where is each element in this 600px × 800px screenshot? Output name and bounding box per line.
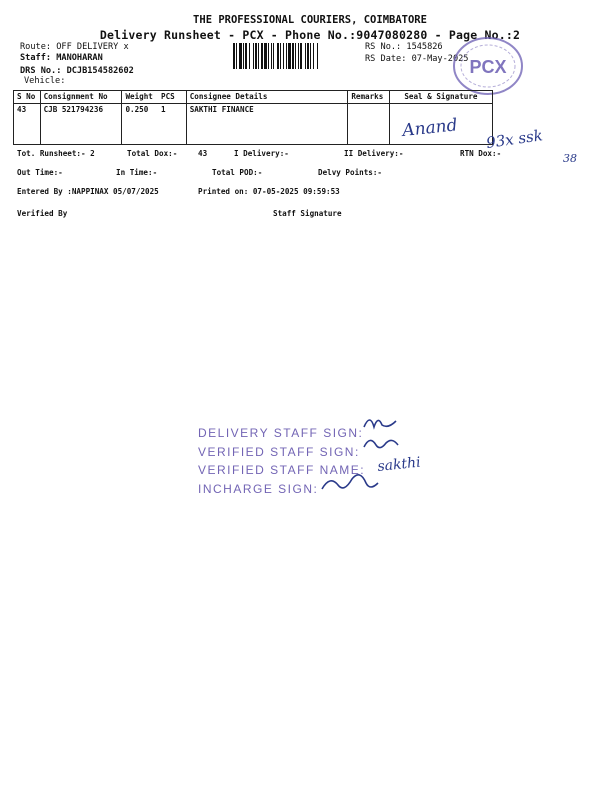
- printed-on: Printed on: 07-05-2025 09:59:53: [198, 187, 340, 196]
- barcode-icon: [233, 43, 360, 69]
- col-consignment: Consignment No: [40, 91, 122, 104]
- col-remarks: Remarks: [348, 91, 389, 104]
- col-seal-signature: Seal & Signature: [389, 91, 492, 104]
- col-pcs: PCS: [158, 91, 186, 104]
- cell-weight: 0.250: [122, 104, 158, 145]
- table-header-row: [14, 91, 493, 104]
- tot-runsheet: Tot. Runsheet:- 2: [17, 149, 95, 158]
- col-weight: Weight: [122, 91, 158, 104]
- sig-numbers: 93x ssk: [485, 126, 544, 152]
- cell-remarks: [348, 104, 389, 145]
- staff-text: Staff: MANOHARAN: [20, 53, 103, 63]
- sig-name: Anand: [401, 115, 459, 141]
- stamp-handwriting: [320, 405, 480, 505]
- ii-delivery: II Delivery:-: [344, 149, 404, 158]
- pcx-round-stamp: [438, 28, 528, 98]
- vehicle-text: Vehicle:: [24, 76, 66, 86]
- cell-consignment: CJB 521794236: [40, 104, 122, 145]
- stamp-delivery-staff-sign: DELIVERY STAFF SIGN:: [198, 426, 364, 440]
- verified-by: Verified By: [17, 209, 68, 218]
- col-consignee: Consignee Details: [186, 91, 348, 104]
- col-sno: S No: [14, 91, 41, 104]
- total-pod: Total POD:-: [212, 168, 263, 177]
- cell-pcs: 1: [158, 104, 186, 145]
- rs-number: RS No.: 1545826: [365, 42, 443, 52]
- rs-date: RS Date: 07-May-2025: [365, 54, 469, 64]
- cell-consignee: SAKTHI FINANCE: [186, 104, 348, 145]
- company-title: THE PROFESSIONAL COURIERS, COIMBATORE: [193, 14, 427, 26]
- total-dox-label: Total Dox:-: [127, 149, 178, 158]
- stamp-pcx-text: PCX: [469, 57, 507, 77]
- staff-signature-label: Staff Signature: [273, 209, 342, 218]
- i-delivery: I Delivery:-: [234, 149, 289, 158]
- out-time: Out Time:-: [17, 168, 63, 177]
- handwritten-signature: [395, 110, 595, 170]
- drs-number: DRS No.: DCJB154582602: [20, 66, 134, 76]
- sig-small: 38: [563, 152, 577, 165]
- stamp-incharge-sign: INCHARGE SIGN:: [198, 482, 319, 496]
- delvy-points: Delvy Points:-: [318, 168, 383, 177]
- cell-sno: 43: [14, 104, 41, 145]
- route-text: Route: OFF DELIVERY x: [20, 42, 129, 52]
- total-dox-value: 43: [198, 149, 208, 158]
- entered-by: Entered By :NAPPINAX 05/07/2025: [17, 187, 159, 196]
- stamp-verified-staff-name: VERIFIED STAFF NAME:: [198, 463, 366, 477]
- stamp-sig-name: sakthi: [376, 454, 422, 475]
- in-time: In Time:-: [116, 168, 158, 177]
- stamp-verified-staff-sign: VERIFIED STAFF SIGN:: [198, 445, 360, 459]
- rtn-dox: RTN Dox:-: [460, 149, 502, 158]
- runsheet-subtitle: Delivery Runsheet - PCX - Phone No.:9047080280 - Page No.:2: [99, 28, 521, 42]
